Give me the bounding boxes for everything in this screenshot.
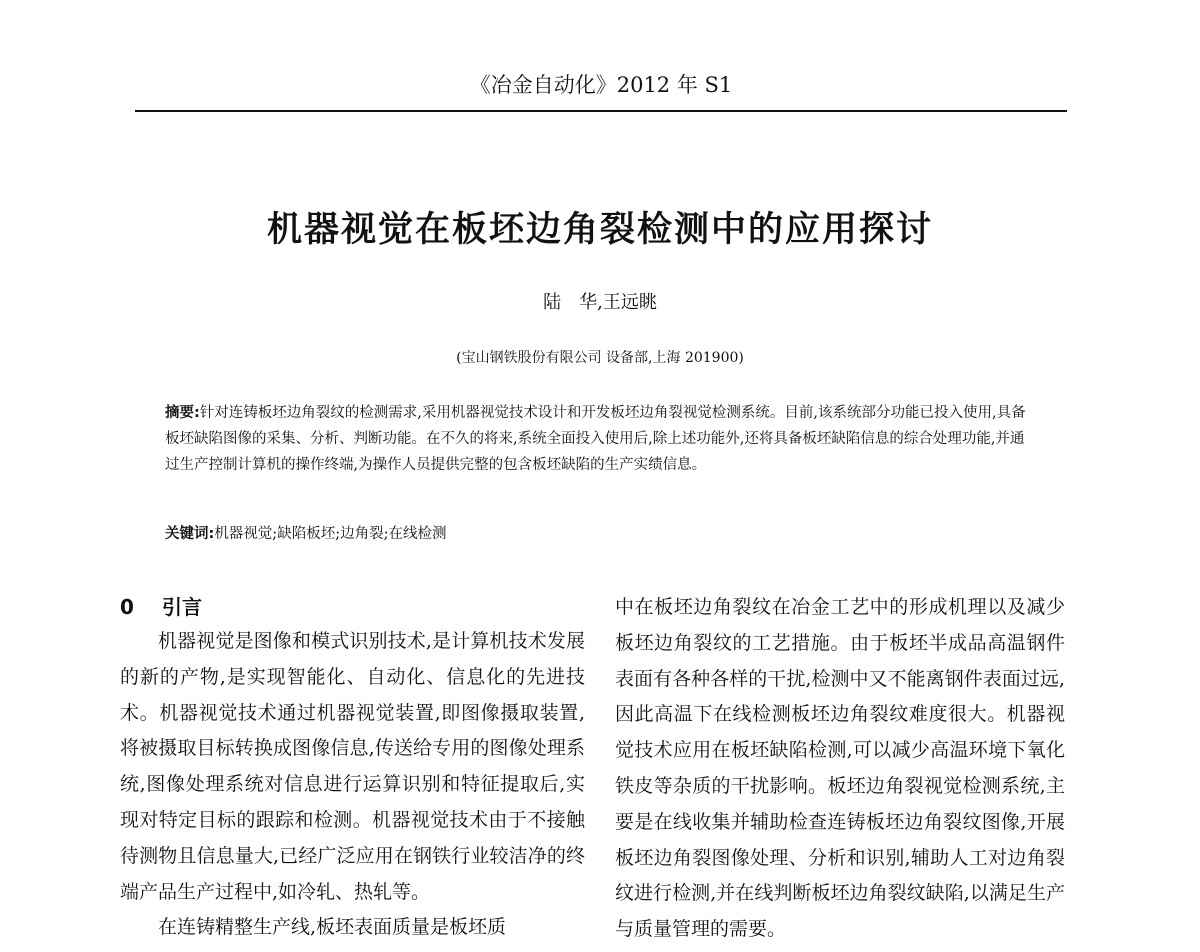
paragraph: 机器视觉是图像和模式识别技术,是计算机技术发展的新的产物,是实现智能化、自动化、信息化的先进技术。机器视觉技术通过机器视觉装置,即图像摄取装置,将被摄取目标转换成图像信息,传送给专用的图像处理系统,图像处理系统对信息进行运算识别和特征提取后,实现对特定目标的跟踪和检测。机器视觉技术由于不接触待测物且信息量大,已经广泛应用在钢铁行业较洁净的终端产品生产过程中,如冷轧、热轧等。 bbox=[120, 630, 585, 903]
abstract-label: 摘要: bbox=[165, 405, 200, 421]
abstract bbox=[165, 400, 1035, 478]
paragraph: 中在板坯边角裂纹在冶金工艺中的形成机理以及减少板坯边角裂纹的工艺措施。由于板坯半成品高温钢件表面有各种各样的干扰,检测中又不能离钢件表面过远,因此高温下在线检测板坯边角裂纹难度很大。机器视觉技术应用在板坯缺陷检测,可以减少高温环境下氧化铁皮等杂质的干扰影响。板坯边角裂视觉检测系统,主要是在线收集并辅助检查连铸板坯边角裂纹图像,开展板坯边角裂图像处理、分析和识别,辅助人工对边角裂纹进行检测,并在线判断板坯边角裂纹缺陷,以满足生产与质量管理的需要。 bbox=[615, 596, 1065, 941]
abstract-text: 针对连铸板坯边角裂纹的检测需求,采用机器视觉技术设计和开发板坯边角裂视觉检测系统。目前,该系统部分功能已投入使用,具备板坯缺陷图像的采集、分析、判断功能。在不久的将来,系统全面投入使用后,除上述功能外,还将具备板坯缺陷信息的综合处理功能,并通过生产控制计算机的操作终端,为操作人员提供完整的包含板坯缺陷的生产实绩信息。 bbox=[165, 405, 1026, 473]
body-right-column bbox=[615, 590, 1065, 948]
keywords bbox=[165, 522, 1035, 546]
section-title: 引言 bbox=[162, 595, 202, 619]
author-affiliation: (宝山钢铁股份有限公司 设备部,上海 201900) bbox=[456, 350, 744, 366]
journal-header: 《冶金自动化》2012 年 S1 bbox=[469, 73, 733, 97]
section-heading-introduction bbox=[120, 590, 585, 624]
article-authors: 陆 华,王远眺 bbox=[543, 292, 657, 313]
body-left-column bbox=[120, 590, 585, 946]
paragraph: 在连铸精整生产线,板坯表面质量是板坯质 bbox=[158, 916, 507, 939]
keywords-label: 关键词: bbox=[165, 526, 215, 542]
keywords-text: 机器视觉;缺陷板坯;边角裂;在线检测 bbox=[214, 526, 447, 542]
section-number: 0 bbox=[120, 595, 134, 619]
header-divider bbox=[135, 110, 1067, 112]
article-title: 机器视觉在板坯边角裂检测中的应用探讨 bbox=[266, 210, 933, 250]
